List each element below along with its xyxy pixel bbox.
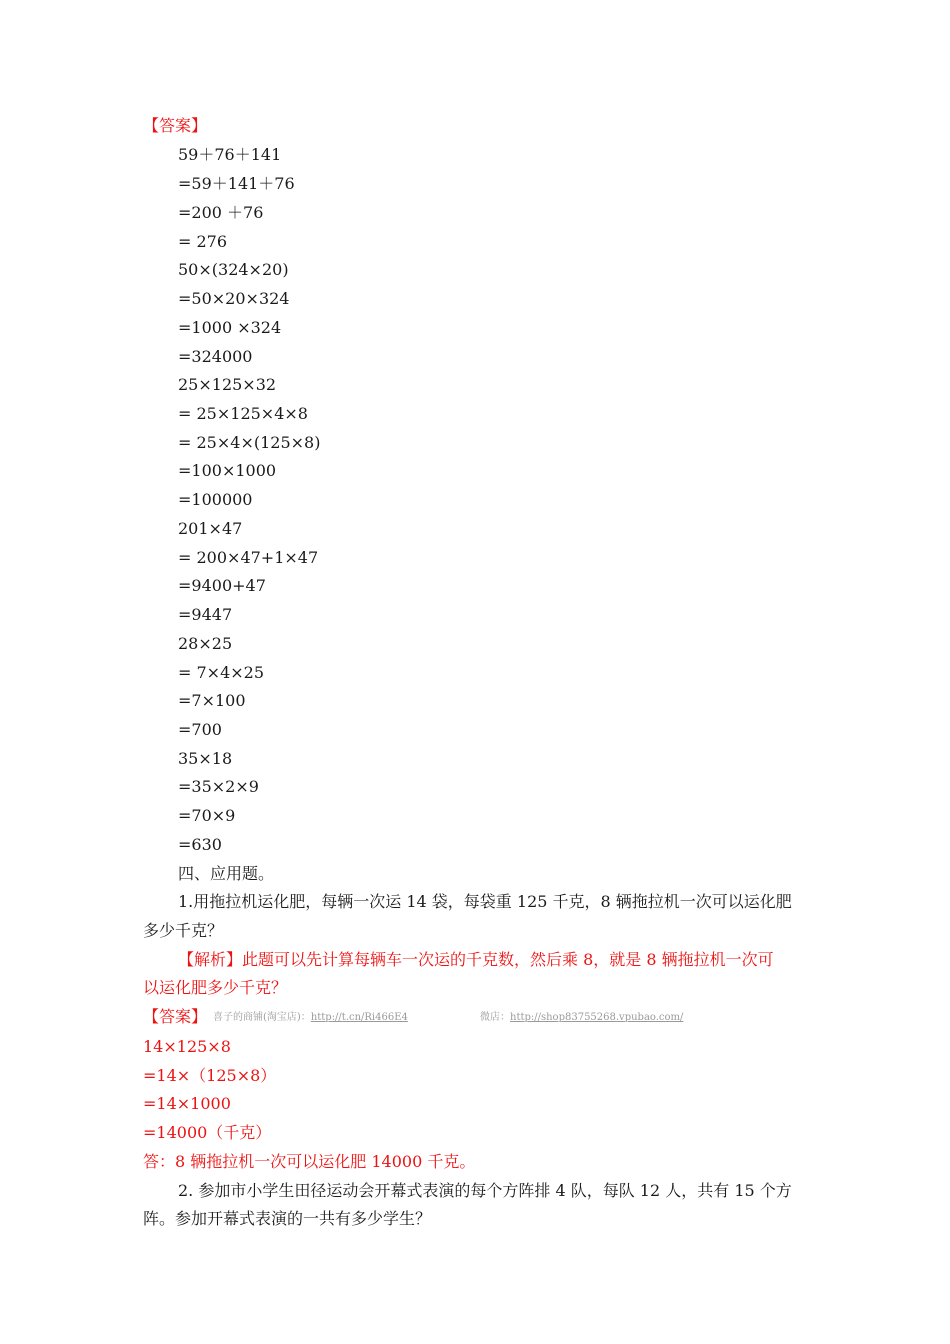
question-1-line-1: 1.用拖拉机运化肥，每辆一次运 14 袋，每袋重 125 千克，8 辆拖拉机一次可以运化肥 — [178, 892, 792, 911]
answer-conclusion: 答：8 辆拖拉机一次可以运化肥 14000 千克。 — [143, 1152, 476, 1171]
calc-line: 28×25 — [178, 634, 233, 653]
calc-line: =9447 — [178, 605, 233, 624]
analysis-line-2: 以运化肥多少千克？ — [143, 978, 288, 997]
calc-line: =324000 — [178, 347, 253, 366]
analysis-line-1: 【解析】此题可以先计算每辆车一次运的千克数，然后乘 8，就是 8 辆拖拉机一次可 — [178, 950, 774, 969]
watermark-weidian — [480, 1011, 683, 1025]
calc-line: = 7×4×25 — [178, 663, 265, 682]
calc-line: 35×18 — [178, 749, 233, 768]
calc-line: =200 ＋76 — [178, 203, 264, 222]
section-title: 四、应用题。 — [178, 864, 275, 883]
calc-line: =700 — [178, 720, 222, 739]
question-2-line-2: 阵。参加开幕式表演的一共有多少学生？ — [143, 1209, 432, 1228]
watermark-shop-link[interactable]: http://t.cn/Ri466E4 — [310, 1012, 408, 1023]
calc-line: =9400+47 — [178, 576, 266, 595]
answer-line: =14×1000 — [143, 1094, 231, 1113]
calc-line: =35×2×9 — [178, 777, 259, 796]
answer-label: 【答案】 — [143, 116, 208, 135]
calc-line: 50×(324×20) — [178, 260, 289, 279]
calc-line: = 200×47+1×47 — [178, 548, 319, 567]
calc-line: =100000 — [178, 490, 253, 509]
calc-line: = 25×4×(125×8) — [178, 433, 321, 452]
calc-line: 59＋76＋141 — [178, 145, 282, 164]
watermark-shop — [213, 1011, 408, 1025]
calc-line: =1000 ×324 — [178, 318, 282, 337]
question-1-line-2: 多少千克？ — [143, 921, 224, 940]
question-2-line-1: 2. 参加市小学生田径运动会开幕式表演的每个方阵排 4 队，每队 12 人，共有 15 个方 — [178, 1181, 792, 1200]
calc-line: =70×9 — [178, 806, 236, 825]
calc-line: =59＋141＋76 — [178, 174, 295, 193]
calc-line: = 25×125×4×8 — [178, 404, 308, 423]
answer-line: 14×125×8 — [143, 1037, 231, 1056]
watermark-weidian-text: 微店： — [480, 1012, 510, 1023]
calc-line: 201×47 — [178, 519, 243, 538]
calc-line: =50×20×324 — [178, 289, 290, 308]
calc-line: =7×100 — [178, 691, 246, 710]
calc-line: =100×1000 — [178, 461, 277, 480]
watermark-weidian-link[interactable]: http://shop83755268.vpubao.com/ — [510, 1012, 684, 1023]
watermark-shop-text: 喜子的商铺(淘宝店)： — [213, 1012, 311, 1023]
calc-line: = 276 — [178, 232, 228, 251]
answer-label: 【答案】 — [143, 1007, 208, 1026]
calc-line: =630 — [178, 835, 222, 854]
answer-line: =14×（125×8） — [143, 1066, 277, 1085]
calc-line: 25×125×32 — [178, 375, 277, 394]
answer-line: =14000（千克） — [143, 1123, 272, 1142]
